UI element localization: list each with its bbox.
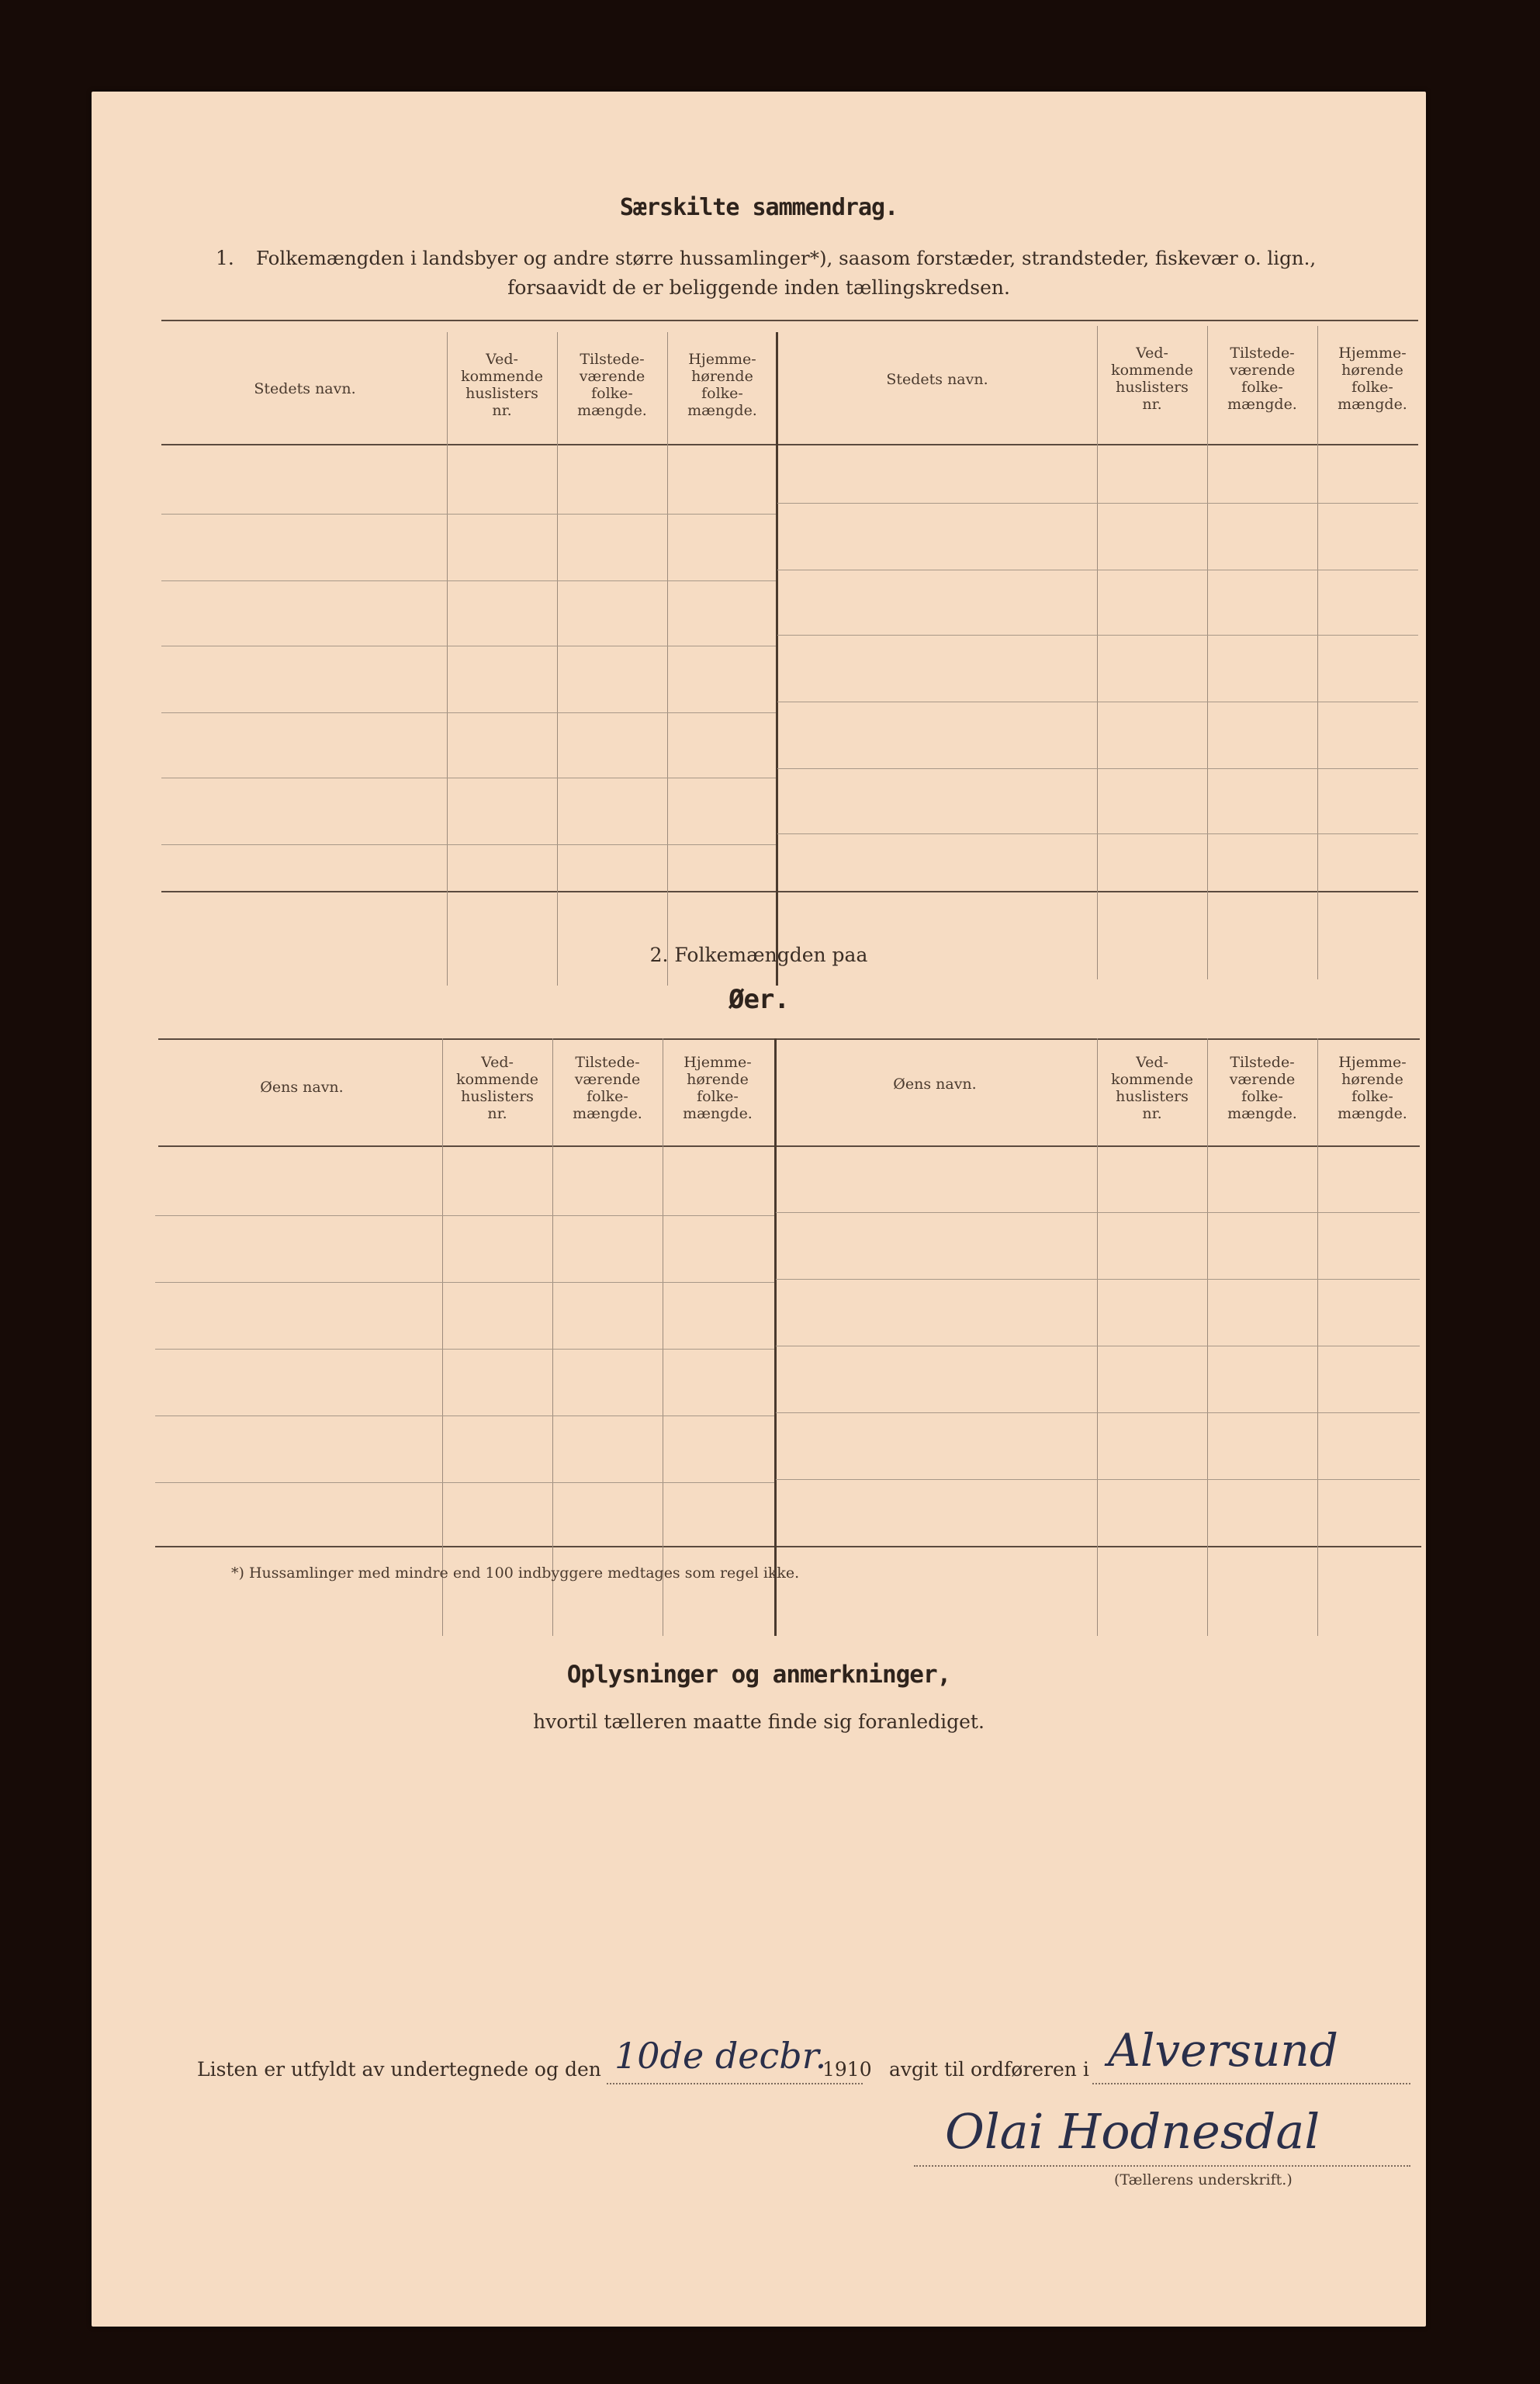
table2-row-line [776,1279,1420,1280]
section1-text-line2: forsaavidt de er beliggende inden tællingskredsen. [507,276,1010,299]
signature: Olai Hodnesdal [945,2103,1320,2160]
section2-title: Øer. [728,984,789,1015]
table2-col-divider [1317,1038,1318,1636]
signature-dotted-line [914,2165,1410,2167]
table1-header-resident-right: Hjemme- hørende folke- mængde. [1338,345,1407,413]
table2-col-divider [1207,1038,1208,1636]
table1-header-listno-left: Ved- kommende huslisters nr. [461,351,543,419]
municipality-dotted-line [1092,2083,1410,2084]
table1-row-line [161,712,776,713]
section1-text-line1: Folkemængden i landsbyer og andre større hussamlinger*), saasom forstæder, strandsteder, fiskevær o. lign., [256,247,1317,269]
table1-row-line [161,514,776,515]
table1-col-divider [1317,326,1318,979]
remarks-title: Oplysninger og anmerkninger, [566,1661,951,1689]
table2-row-line [776,1412,1420,1413]
table1-row-line [161,844,776,845]
table1-col-divider [1097,326,1098,979]
signature-text-middle: avgit til ordføreren i [889,2058,1089,2081]
table2-header-listno-left: Ved- kommende huslisters nr. [456,1054,538,1122]
table1-row-line [161,580,776,581]
table1-row-line [777,503,1418,504]
table1-col-divider [1207,326,1208,979]
table2-header-present-left: Tilstede- værende folke- mængde. [573,1054,642,1122]
table1-header-present-left: Tilstede- værende folke- mængde. [577,351,647,419]
date-handwritten: 10de decbr. [614,2035,827,2077]
table2-header-resident-right: Hjemme- hørende folke- mængde. [1338,1054,1407,1122]
table2-row-line [155,1482,774,1483]
table2-header-rule [158,1145,1420,1147]
signature-year: 1910 [822,2058,872,2081]
table1-header-listno-right: Ved- kommende huslisters nr. [1111,345,1193,413]
section2-label: 2. Folkemængden paa [649,944,868,966]
table2-row-line [776,1479,1420,1480]
table1-header-place-left: Stedets navn. [254,380,356,397]
signature-text-before: Listen er utfyldt av undertegnede og den [197,2058,601,2081]
table1-col-divider [557,332,558,986]
table1-col-divider [447,332,448,986]
table2-row-line [155,1282,774,1283]
table2-header-place-left: Øens navn. [260,1079,344,1096]
table1-center-divider [776,332,778,986]
table2-top-rule [158,1038,1420,1040]
table1-header-present-right: Tilstede- værende folke- mængde. [1227,345,1297,413]
section-title: Særskilte sammendrag. [619,194,898,221]
table2-row-line [155,1349,774,1350]
table2-center-divider [774,1038,777,1636]
census-form-page [92,92,1426,2327]
table1-header-place-right: Stedets navn. [886,371,988,388]
table1-row-line [777,768,1418,769]
table2-col-divider [1097,1038,1098,1636]
signature-caption: (Tællerens underskrift.) [1114,2171,1293,2188]
remarks-subtitle: hvortil tælleren maatte finde sig foranlediget. [533,1710,985,1733]
table2-col-divider [442,1038,443,1636]
footnote: *) Hussamlinger med mindre end 100 indbyggere medtages som regel ikke. [231,1564,800,1582]
table1-header-resident-left: Hjemme- hørende folke- mængde. [687,351,757,419]
municipality-handwritten: Alversund [1108,2024,1338,2077]
table2-bottom-rule [155,1546,1421,1547]
table2-col-divider [552,1038,553,1636]
table1-bottom-rule [161,891,1418,892]
section1-number: 1. [216,247,234,269]
table2-header-place-right: Øens navn. [893,1076,977,1093]
table1-row-line [777,635,1418,636]
table1-row-line [777,833,1418,834]
table1-top-rule [161,320,1418,321]
date-dotted-line [607,2083,863,2084]
table2-header-listno-right: Ved- kommende huslisters nr. [1111,1054,1193,1122]
table2-row-line [776,1212,1420,1213]
table2-row-line [155,1215,774,1216]
table2-header-resident-left: Hjemme- hørende folke- mængde. [683,1054,753,1122]
table1-header-rule [161,444,1418,445]
table2-header-present-right: Tilstede- værende folke- mængde. [1227,1054,1297,1122]
table1-col-divider [667,332,668,986]
